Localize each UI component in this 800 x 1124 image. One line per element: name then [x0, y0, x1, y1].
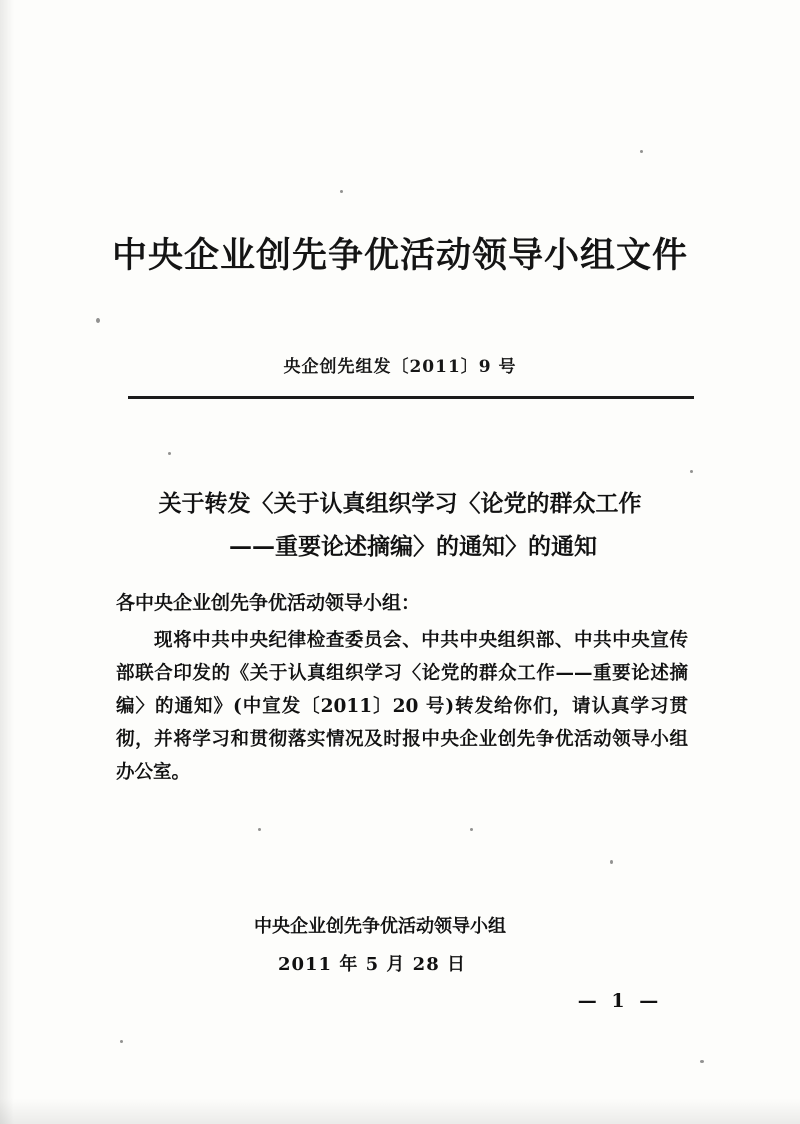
document-title-line-1: 关于转发〈关于认真组织学习〈论党的群众工作 — [158, 490, 642, 517]
scan-speck — [470, 828, 473, 831]
scan-speck — [168, 452, 171, 455]
document-masthead: 中央企业创先争优活动领导小组文件 — [111, 235, 688, 276]
scan-edge-shadow-left — [0, 0, 14, 1124]
scan-speck — [258, 828, 261, 831]
scan-speck — [610, 860, 613, 864]
document-number: 央企创先组发〔2011〕9 号 — [283, 357, 517, 377]
document-body-paragraph: 现将中共中央纪律检查委员会、中共中央组织部、中共中央宣传部联合印发的《关于认真组织学习〈论党的群众工作——重要论述摘编〉的通知》(中宣发〔2011〕20 号)转发给你们，请认真学习贯彻，并将学习和贯彻落实情况及时报中央企业创先争优活动领导小组办公室。 — [116, 630, 688, 783]
document-title-line-2: ——重要论述摘编〉的通知〉的通知 — [229, 533, 597, 560]
scan-speck — [96, 318, 100, 323]
scan-speck — [340, 190, 343, 193]
page-number: — 1 — — [577, 990, 663, 1012]
masthead-divider-rule — [128, 396, 694, 399]
signature-date: 2011 年 5 月 28 日 — [277, 954, 466, 975]
document-title — [95, 482, 705, 568]
signature-organization: 中央企业创先争优活动领导小组 — [254, 916, 506, 937]
scan-edge-shadow-bottom — [0, 1098, 800, 1124]
scan-speck — [690, 470, 693, 473]
scan-speck — [640, 150, 643, 153]
scan-speck — [120, 1040, 123, 1043]
document-salutation: 各中央企业创先争优活动领导小组： — [116, 592, 421, 614]
scan-speck — [700, 1060, 704, 1063]
